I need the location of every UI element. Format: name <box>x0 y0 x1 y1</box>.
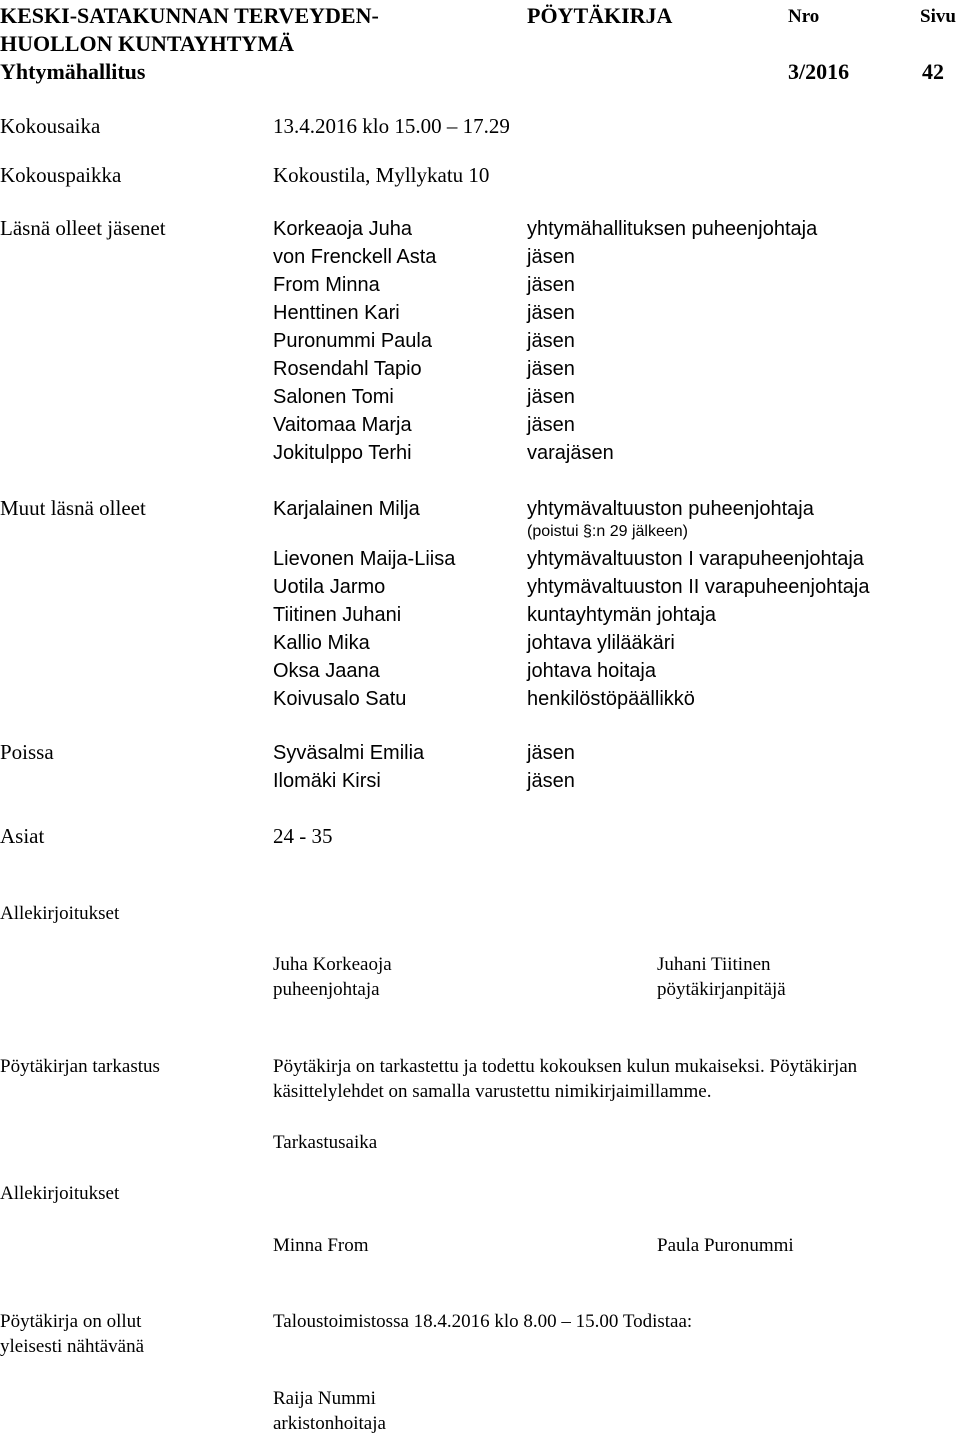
attendee-role: yhtymävaltuuston I varapuheenjohtaja <box>527 548 864 570</box>
attendee-role: kuntayhtymän johtaja <box>527 604 717 626</box>
secretary-name: Juhani Tiitinen <box>657 954 771 975</box>
member-name: Salonen Tomi <box>273 386 394 408</box>
member-name: von Frenckell Asta <box>273 246 437 268</box>
member-name: Rosendahl Tapio <box>273 358 422 380</box>
reviewer2-name: Paula Puronummi <box>657 1235 794 1256</box>
review-time-label: Tarkastusaika <box>273 1132 378 1153</box>
member-role: yhtymähallituksen puheenjohtaja <box>527 218 818 240</box>
attendee-note: (poistui §:n 29 jälkeen) <box>527 523 688 540</box>
member-role: jäsen <box>527 302 575 324</box>
attendee-name: Karjalainen Milja <box>273 498 420 520</box>
absentee-role: jäsen <box>527 770 575 792</box>
attendee-name: Lievonen Maija-Liisa <box>273 548 456 570</box>
attendee-name: Uotila Jarmo <box>273 576 386 598</box>
member-name: Henttinen Kari <box>273 302 400 324</box>
absentee-name: Syväsalmi Emilia <box>273 742 425 764</box>
member-name: Puronummi Paula <box>273 330 432 352</box>
attendee-role: johtava hoitaja <box>527 660 656 682</box>
document-type: PÖYTÄKIRJA <box>527 3 673 28</box>
attendee-name: Oksa Jaana <box>273 660 380 682</box>
member-role: jäsen <box>527 330 575 352</box>
sivu-label: Sivu <box>920 6 956 27</box>
archivist-title: arkistonhoitaja <box>273 1413 386 1434</box>
reviewer1-name: Minna From <box>273 1235 369 1256</box>
org-name-line2: HUOLLON KUNTAYHTYMÄ <box>0 31 294 56</box>
meeting-time-value: 13.4.2016 klo 15.00 – 17.29 <box>273 114 510 138</box>
public-display-label-line1: Pöytäkirja on ollut <box>0 1311 142 1332</box>
meeting-time-label: Kokousaika <box>0 114 101 138</box>
matters-label: Asiat <box>0 824 45 848</box>
chair-title: puheenjohtaja <box>273 979 380 1000</box>
attendee-role: johtava ylilääkäri <box>527 632 675 654</box>
review-signatures-label: Allekirjoitukset <box>0 1183 120 1204</box>
present-members-label: Läsnä olleet jäsenet <box>0 216 166 240</box>
meeting-place-value: Kokoustila, Myllykatu 10 <box>273 163 490 187</box>
attendee-role: yhtymävaltuuston II varapuheenjohtaja <box>527 576 870 598</box>
attendee-role: yhtymävaltuuston puheenjohtaja <box>527 498 814 520</box>
review-text-line2: käsittelylehdet on samalla varustettu nimikirjaimillamme. <box>273 1081 712 1102</box>
member-role: jäsen <box>527 358 575 380</box>
absentee-name: Ilomäki Kirsi <box>273 770 381 792</box>
member-name: Vaitomaa Marja <box>273 414 412 436</box>
matters-value: 24 - 35 <box>273 824 333 848</box>
others-present-label: Muut läsnä olleet <box>0 496 146 520</box>
member-role: varajäsen <box>527 442 614 464</box>
attendee-name: Koivusalo Satu <box>273 688 407 710</box>
body-name: Yhtymähallitus <box>0 59 146 84</box>
org-name-line1: KESKI-SATAKUNNAN TERVEYDEN- <box>0 3 379 28</box>
absentee-role: jäsen <box>527 742 575 764</box>
attendee-role: henkilöstöpäällikkö <box>527 688 695 710</box>
signatures-label: Allekirjoitukset <box>0 903 120 924</box>
attendee-name: Tiitinen Juhani <box>273 604 402 626</box>
chair-name: Juha Korkeaoja <box>273 954 392 975</box>
member-role: jäsen <box>527 246 575 268</box>
public-display-value: Taloustoimistossa 18.4.2016 klo 8.00 – 15.00 Todistaa: <box>273 1311 693 1332</box>
member-name: From Minna <box>273 274 380 296</box>
member-role: jäsen <box>527 386 575 408</box>
review-text-line1: Pöytäkirja on tarkastettu ja todettu kokouksen kulun mukaiseksi. Pöytäkirjan <box>273 1056 858 1077</box>
secretary-title: pöytäkirjanpitäjä <box>657 979 786 1000</box>
public-display-label-line2: yleisesti nähtävänä <box>0 1336 145 1357</box>
nro-label: Nro <box>788 6 820 27</box>
archivist-name: Raija Nummi <box>273 1388 376 1409</box>
absent-label: Poissa <box>0 740 54 764</box>
review-label: Pöytäkirjan tarkastus <box>0 1056 160 1077</box>
nro-value: 3/2016 <box>788 59 850 84</box>
meeting-place-label: Kokouspaikka <box>0 163 122 187</box>
member-role: jäsen <box>527 274 575 296</box>
member-role: jäsen <box>527 414 575 436</box>
member-name: Jokitulppo Terhi <box>273 442 412 464</box>
attendee-name: Kallio Mika <box>273 632 370 654</box>
member-name: Korkeaoja Juha <box>273 218 412 240</box>
sivu-value: 42 <box>922 59 944 84</box>
